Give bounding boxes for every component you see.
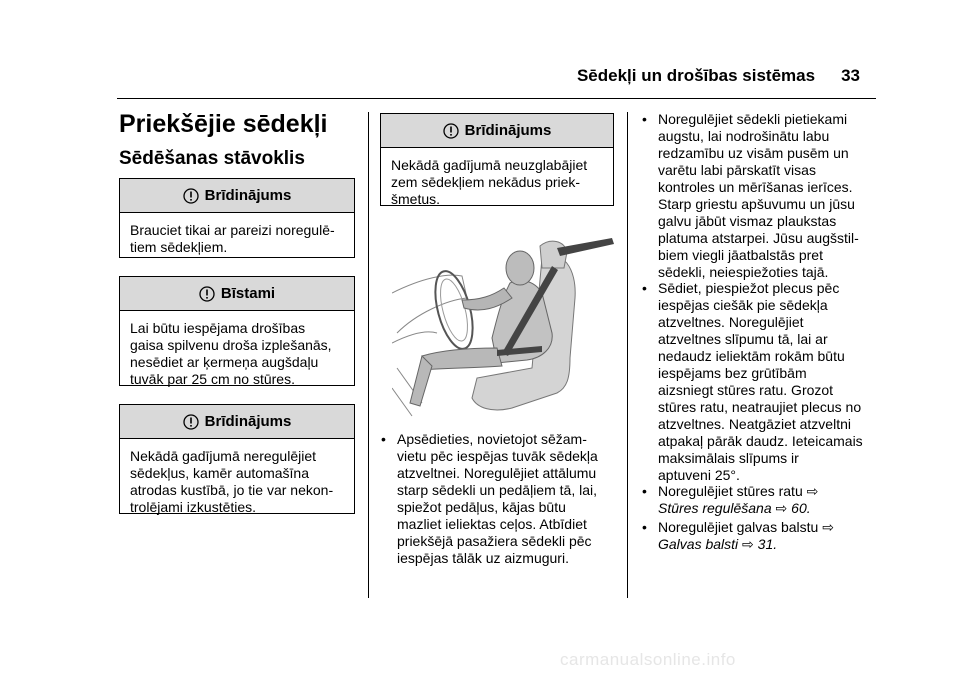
text-line: iespējas ciešāk pie sēdekļa <box>658 297 828 313</box>
text-line <box>658 519 834 536</box>
ref-instruction: Noregulējiet galvas balstu <box>658 519 819 535</box>
arrow-right-icon: ⇨ <box>742 536 754 552</box>
warning-box-body <box>381 148 613 208</box>
text-line: atzveltnes slīpumu tā, lai ar <box>658 331 828 347</box>
page-header <box>560 66 860 86</box>
watermark: carmanualsonline.info <box>560 650 736 669</box>
warning-box-title: Brīdinājums <box>204 413 292 430</box>
bullet-text <box>658 111 859 281</box>
bullet-dot: • <box>642 111 647 127</box>
text-line: aptuveni 25°. <box>658 467 740 483</box>
text-line: tuvāk par 25 cm no stūres. <box>130 371 295 387</box>
text-line: priekšējā pasažiera sēdekli pēc <box>397 533 592 549</box>
heading-seating-position: Sēdēšanas stāvoklis <box>119 148 305 169</box>
text-line: augstu, lai nodrošinātu labu <box>658 128 830 144</box>
text-line: trolējami izkustēties. <box>130 499 257 515</box>
text-line: iespējams bez grūtībām <box>658 365 807 381</box>
column-divider-1 <box>368 112 369 598</box>
bullet-dot: • <box>642 483 647 499</box>
text-line: iespējas tālāk uz aizmuguri. <box>397 550 569 566</box>
text-line: atrodas kustībā, jo tie var nekon- <box>130 482 334 498</box>
warning-icon <box>183 188 199 204</box>
warning-box-header <box>381 114 613 148</box>
page-number: 33 <box>841 66 860 85</box>
text-line: Lai būtu iespējama drošības <box>130 320 306 336</box>
text-line: tiem sēdekļiem. <box>130 239 228 255</box>
text-line <box>658 483 818 500</box>
arrow-right-icon: ⇨ <box>775 500 788 516</box>
arrow-right-icon: ⇨ <box>822 519 834 535</box>
warning-box-header <box>120 179 354 213</box>
cross-reference-page[interactable]: 31. <box>757 536 778 552</box>
text-line: Brauciet tikai ar pareizi noregulē- <box>130 222 335 238</box>
bullet-text <box>658 519 834 553</box>
danger-box-body <box>120 311 354 388</box>
bullet-text <box>658 483 818 517</box>
text-line: kontroles un mērīšanas ierīces. <box>658 179 853 195</box>
text-line: platuma atstarpei. Jūsu augšstil- <box>658 230 859 246</box>
warning-icon <box>443 123 459 139</box>
text-line: atzveltnei. Noregulējiet attālumu <box>397 465 597 481</box>
text-line: zem sēdekļiem nekādus priek- <box>391 174 581 190</box>
text-line: Noregulējiet sēdekli pietiekami <box>658 111 848 127</box>
warning-box-body <box>120 213 354 256</box>
cross-reference-page[interactable]: 60. <box>791 500 811 516</box>
arrow-right-icon: ⇨ <box>806 483 819 499</box>
text-line: Nekādā gadījumā neuzglabājiet <box>391 157 588 173</box>
text-line: spiežot pedāļus, kājas būtu <box>397 499 566 515</box>
bullet-text <box>658 280 863 484</box>
warning-box-3 <box>380 113 614 206</box>
warning-icon <box>199 286 215 302</box>
section-title: Sēdekļi un drošības sistēmas <box>576 66 816 85</box>
text-line: Starp griestu apšuvumu un jūsu <box>658 196 855 212</box>
danger-box <box>119 276 355 386</box>
cross-reference-link[interactable]: Stūres regulēšana <box>658 500 772 516</box>
text-line: atzveltnes. Noregulējiet <box>658 314 804 330</box>
text-line: Nekādā gadījumā neregulējiet <box>130 448 317 464</box>
text-line: vietu pēc iespējas tuvāk sēdekļa <box>397 448 598 464</box>
text-line: aizsniegt stūres ratu. Grozot <box>658 382 834 398</box>
text-line: nedaudz ieliektām rokām būtu <box>658 348 845 364</box>
text-line: starp sēdekli un pedāļiem tā, lai, <box>397 482 597 498</box>
text-line: atzveltnes. Neatgāziet atzveltni <box>658 416 851 432</box>
column-divider-2 <box>627 112 628 598</box>
danger-box-title: Bīstami <box>220 285 276 302</box>
header-rule <box>117 98 876 99</box>
bullet-dot: • <box>642 519 647 535</box>
text-line: gaisa spilvenu droša izplešanās, <box>130 337 332 353</box>
text-line[interactable] <box>658 500 818 517</box>
text-line: sēdekli, neiespiežoties tajā. <box>658 264 829 280</box>
text-line: mazliet ieliektas ceļos. Atbīdiet <box>397 516 587 532</box>
text-line: Apsēdieties, novietojot sēžam- <box>397 431 587 447</box>
text-line: atpakaļ pārāk daudz. Ieteicamais <box>658 433 863 449</box>
danger-box-header <box>120 277 354 311</box>
text-line: nesēdiet ar ķermeņa augšdaļu <box>130 354 319 370</box>
heading-front-seats: Priekšējie sēdekļi <box>119 110 328 138</box>
warning-icon <box>183 414 199 430</box>
text-line: galvu jābūt vismaz plaukstas <box>658 213 837 229</box>
driver-seating-illustration <box>392 238 618 418</box>
text-line[interactable] <box>658 536 834 553</box>
warning-box-header <box>120 405 354 439</box>
warning-box-body <box>120 439 354 516</box>
text-line: sēdekļus, kamēr automašīna <box>130 465 309 481</box>
text-line: stūres ratu, neatraujiet plecus no <box>658 399 862 415</box>
warning-box-2 <box>119 404 355 514</box>
text-line: maksimālais slīpums ir <box>658 450 799 466</box>
text-line: šmetus. <box>391 191 441 207</box>
text-line: redzamību uz visām pusēm un <box>658 145 849 161</box>
warning-box-title: Brīdinājums <box>464 122 552 139</box>
bullet-dot: • <box>642 280 647 296</box>
ref-instruction: Noregulējiet stūres ratu <box>658 483 803 499</box>
warning-box-1 <box>119 178 355 258</box>
bullet-text <box>397 431 598 567</box>
warning-box-title: Brīdinājums <box>204 187 292 204</box>
text-line: Sēdiet, piespiežot plecus pēc <box>658 280 840 296</box>
text-line: biem viegli jāatbalstās pret <box>658 247 823 263</box>
bullet-dot: • <box>381 431 386 447</box>
text-line: varētu labi pārskatīt visas <box>658 162 816 178</box>
cross-reference-link[interactable]: Galvas balsti <box>658 536 739 552</box>
